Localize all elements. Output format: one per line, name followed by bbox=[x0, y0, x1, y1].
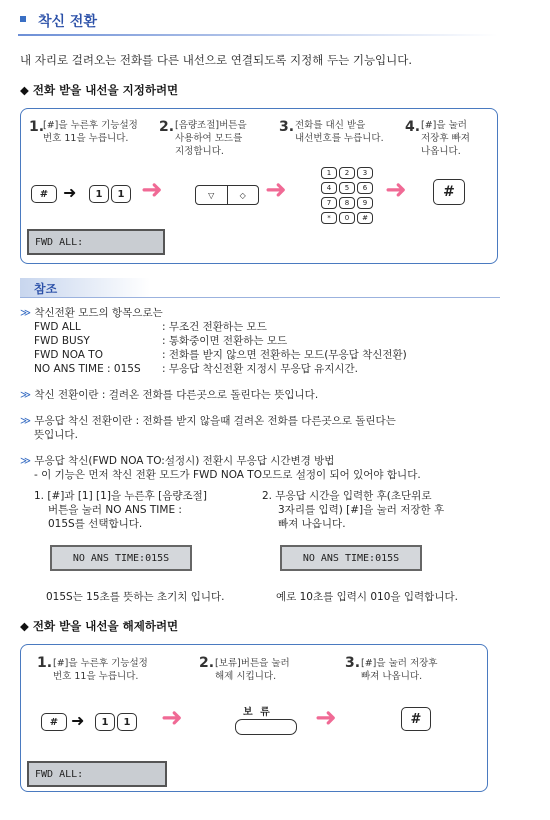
ref-item-3 bbox=[20, 414, 500, 428]
lcd-display: FWD ALL: bbox=[27, 761, 167, 787]
note-left: 015S는 15초를 뜻하는 초기치 입니다. bbox=[46, 591, 225, 603]
section1-box bbox=[20, 108, 498, 264]
step1 bbox=[29, 119, 44, 135]
hash-key[interactable]: # bbox=[41, 713, 67, 731]
step1-line1: [#]을 누른후 기능설정 bbox=[43, 120, 138, 131]
step2-line2: 해제 시킵니다. bbox=[215, 671, 277, 682]
hold-button[interactable] bbox=[235, 719, 297, 735]
step4-line1: [#]을 눌러 bbox=[421, 120, 467, 131]
mode-name: FWD ALL bbox=[34, 321, 81, 333]
keypad-key[interactable]: 8 bbox=[339, 197, 355, 209]
right-col-line: 빠져 나옵니다. bbox=[278, 518, 346, 530]
step1-number: 1. bbox=[29, 119, 45, 135]
reference-divider bbox=[20, 297, 500, 298]
step2-text bbox=[175, 119, 247, 158]
step2-line2: 사용하여 모드를 bbox=[175, 133, 243, 144]
step1-number: 1. bbox=[37, 655, 53, 671]
bullet-icon: ≫ bbox=[20, 307, 35, 319]
ref-item-1-text: 착신전환 모드의 항목으로는 bbox=[34, 307, 163, 319]
keypad-key[interactable]: 9 bbox=[357, 197, 373, 209]
section2-heading: ◆ 전화 받을 내선을 해제하려면 bbox=[20, 619, 179, 633]
section1-heading: ◆ 전화 받을 내선을 지정하려면 bbox=[20, 83, 179, 97]
ref-item-2-text: 착신 전환이란 : 걸려온 전화를 다른곳으로 돌린다는 뜻입니다. bbox=[34, 389, 319, 401]
ref-right-col bbox=[262, 489, 502, 531]
step1-line1: [#]을 누른후 기능설정 bbox=[53, 658, 148, 669]
note-right: 예로 10초를 입력시 010을 입력합니다. bbox=[276, 591, 458, 603]
one-key-a[interactable]: 1 bbox=[89, 185, 109, 203]
mode-row bbox=[20, 320, 500, 334]
mode-row bbox=[20, 334, 500, 348]
keypad-key[interactable]: 0 bbox=[339, 212, 355, 224]
keypad-key[interactable]: 6 bbox=[357, 182, 373, 194]
step3-number: 3. bbox=[279, 119, 295, 135]
keypad-key[interactable]: # bbox=[357, 212, 373, 224]
step1-text bbox=[43, 119, 138, 145]
step3-line1: [#]을 눌러 저장후 bbox=[361, 658, 438, 669]
mode-desc: : 무응답 착신전환 지정시 무응답 유지시간. bbox=[162, 363, 358, 375]
ref-item-1 bbox=[20, 306, 500, 320]
keypad-key[interactable]: 2 bbox=[339, 167, 355, 179]
mode-name: FWD BUSY bbox=[34, 335, 90, 347]
step1-line2: 번호 11을 누릅니다. bbox=[43, 133, 129, 144]
step2-line1: [보류]버튼을 눌러 bbox=[215, 658, 290, 669]
page-title: 착신 전환 bbox=[38, 14, 97, 30]
step3-line1: 전화를 대신 받을 bbox=[295, 120, 366, 131]
ref-item-3-text: 무응답 착신 전환이란 : 전화를 받지 않을때 걸려온 전화를 다른곳으로 돌린다는 bbox=[34, 415, 396, 427]
step2-line3: 지정합니다. bbox=[175, 146, 224, 157]
dial-keypad[interactable] bbox=[321, 167, 371, 224]
step-arrow-icon: ➜ bbox=[385, 175, 407, 205]
step3-text bbox=[361, 657, 437, 683]
mode-name: NO ANS TIME : 015S bbox=[34, 363, 141, 375]
ref-item-3-cont: 뜻입니다. bbox=[34, 429, 78, 441]
ref-item-2 bbox=[20, 388, 500, 402]
intro-text: 내 자리로 걸려오는 전화를 다른 내선으로 연결되도록 지정해 두는 기능입니다. bbox=[20, 53, 413, 67]
step-arrow-icon: ➜ bbox=[315, 703, 337, 733]
arrow-right-icon: ➜ bbox=[71, 711, 85, 730]
ref-left-col bbox=[34, 489, 254, 531]
lcd-no-ans-right: NO ANS TIME:015S bbox=[280, 545, 422, 571]
volume-up-icon[interactable]: ◇ bbox=[239, 190, 246, 200]
step4-line2: 저장후 빠져 bbox=[421, 133, 470, 144]
mode-desc: : 무조건 전환하는 모드 bbox=[162, 321, 267, 333]
step-arrow-icon: ➜ bbox=[141, 175, 163, 205]
step3-line2: 내선번호를 누릅니다. bbox=[295, 133, 384, 144]
reference-body bbox=[20, 306, 500, 482]
step2-number: 2. bbox=[199, 655, 215, 671]
left-col-line: 버튼을 눌러 NO ANS TIME : bbox=[48, 504, 182, 516]
keypad-key[interactable]: 1 bbox=[321, 167, 337, 179]
reference-tab-label: 참조 bbox=[34, 282, 58, 296]
keypad-key[interactable]: 4 bbox=[321, 182, 337, 194]
right-col-line: 3자리를 입력) [#]을 눌러 저장한 후 bbox=[278, 504, 445, 516]
keypad-key[interactable]: 5 bbox=[339, 182, 355, 194]
section2-box bbox=[20, 644, 488, 792]
volume-button[interactable] bbox=[195, 185, 259, 205]
step2-text bbox=[215, 657, 290, 683]
step4-line3: 나옵니다. bbox=[421, 146, 461, 157]
ref-item-4-text: 무응답 착신(FWD NOA TO:설정시) 전환시 무응답 시간변경 방법 bbox=[34, 455, 335, 467]
hash-key-large[interactable]: # bbox=[433, 179, 465, 205]
title-bullet-icon bbox=[20, 16, 26, 22]
bullet-icon: ≫ bbox=[20, 415, 35, 427]
step4-number: 4. bbox=[405, 119, 421, 135]
step2-number: 2. bbox=[159, 119, 175, 135]
lcd-no-ans-left: NO ANS TIME:015S bbox=[50, 545, 192, 571]
bullet-icon: ≫ bbox=[20, 455, 35, 467]
ref-item-4 bbox=[20, 454, 500, 468]
hold-label: 보 류 bbox=[243, 707, 272, 718]
step-arrow-icon: ➜ bbox=[265, 175, 287, 205]
step1-line2: 번호 11을 누릅니다. bbox=[53, 671, 139, 682]
step3-number: 3. bbox=[345, 655, 361, 671]
keypad-key[interactable]: 7 bbox=[321, 197, 337, 209]
hash-key-large[interactable]: # bbox=[401, 707, 431, 731]
step1-text bbox=[53, 657, 148, 683]
step3-line2: 빠져 나옵니다. bbox=[361, 671, 423, 682]
mode-desc: : 통화중이면 전환하는 모드 bbox=[162, 335, 288, 347]
step4-text bbox=[421, 119, 470, 158]
one-key-b[interactable]: 1 bbox=[111, 185, 131, 203]
arrow-right-icon: ➜ bbox=[63, 183, 77, 202]
keypad-key[interactable]: * bbox=[321, 212, 337, 224]
mode-name: FWD NOA TO bbox=[34, 349, 103, 361]
bullet-icon: ≫ bbox=[20, 389, 35, 401]
one-key-b[interactable]: 1 bbox=[117, 713, 137, 731]
left-col-line: 015S를 선택합니다. bbox=[48, 518, 143, 530]
step2-line1: [음량조절]버튼을 bbox=[175, 120, 247, 131]
hash-key[interactable]: # bbox=[31, 185, 57, 203]
mode-row bbox=[20, 362, 500, 376]
keypad-key[interactable]: 3 bbox=[357, 167, 373, 179]
mode-desc: : 전화를 받지 않으면 전환하는 모드(무응답 착신전환) bbox=[162, 349, 407, 361]
ref-item-4-note: - 이 기능은 먼저 착신 전환 모드가 FWD NOA TO모드로 설정이 되어 있어야 합니다. bbox=[34, 469, 421, 481]
step3-text bbox=[295, 119, 384, 145]
volume-down-icon[interactable]: ▽ bbox=[196, 186, 228, 204]
lcd-display: FWD ALL: bbox=[27, 229, 165, 255]
left-col-line: 1. [#]과 [1] [1]을 누른후 [음량조절] bbox=[34, 490, 207, 502]
title-underline bbox=[18, 34, 498, 36]
right-col-line: 2. 무응답 시간을 입력한 후(초단위로 bbox=[262, 490, 432, 502]
one-key-a[interactable]: 1 bbox=[95, 713, 115, 731]
mode-row bbox=[20, 348, 500, 362]
step-arrow-icon: ➜ bbox=[161, 703, 183, 733]
